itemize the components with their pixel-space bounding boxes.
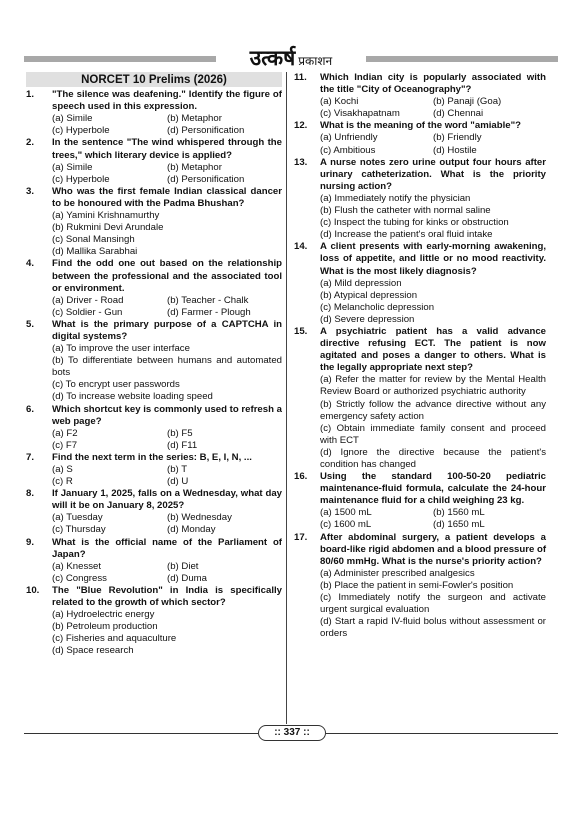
answer-option: (b) Wednesday [167, 512, 232, 524]
question-number: 13. [294, 156, 308, 168]
answer-option: (c) Obtain immediate family consent and proceed with ECT [320, 422, 546, 446]
answer-option: (c) Visakhapatnam [320, 108, 400, 120]
answer-option: (a) F2 [52, 427, 78, 439]
answer-option: (a) Immediately notify the physician [320, 192, 471, 204]
question-number: 2. [26, 137, 35, 149]
answer-option: (a) Mild depression [320, 277, 402, 289]
answer-option: (a) Yamini Krishnamurthy [52, 210, 160, 222]
question-item [26, 404, 282, 452]
answer-option: (d) Increase the patient's oral fluid intake [320, 229, 493, 241]
answer-option: (d) Space research [52, 645, 134, 657]
question-item [26, 137, 282, 185]
question-item [294, 241, 546, 326]
question-text: What is the meaning of the word "amiable"? [320, 120, 521, 132]
question-item [26, 258, 282, 318]
question-number: 10. [26, 584, 40, 596]
option-list [320, 278, 546, 326]
question-number: 7. [26, 451, 35, 463]
question-text: The "Blue Revolution" in India is specifically related to the growth of which sector? [52, 584, 282, 609]
option-list [320, 507, 546, 531]
question-number: 6. [26, 403, 35, 415]
answer-option: (b) T [167, 464, 188, 475]
answer-option: (a) Simile [52, 161, 93, 173]
header-rule-right [366, 56, 558, 62]
question-text: After abdominal surgery, a patient develops a board-like rigid abdomen and a blood pressure of 80/60 mmHg. What is the nurse's priority action? [320, 531, 547, 567]
question-text: Find the next term in the series: B, E, I, N, ... [52, 451, 252, 463]
question-text: A nurse notes zero urine output four hours after urinary catheterization. What is the priority nursing action? [320, 156, 546, 192]
option-list [52, 343, 282, 403]
question-text: What is the official name of the Parliament of Japan? [52, 536, 282, 560]
question-item [26, 452, 282, 488]
answer-option: (c) Hyperbole [52, 125, 110, 137]
answer-option: (d) Hostile [433, 144, 477, 156]
question-number: 11. [294, 72, 307, 83]
answer-option: (a) Hydroelectric energy [52, 609, 155, 621]
answer-option: (a) Kochi [320, 96, 359, 108]
question-number: 8. [26, 488, 35, 500]
answer-option: (c) To encrypt user passwords [52, 379, 180, 391]
answer-option: (d) Severe depression [320, 313, 415, 325]
answer-option: (d) Ignore the directive because the patient's condition has changed [320, 446, 546, 470]
question-number: 12. [294, 120, 308, 132]
answer-option: (b) Strictly follow the advance directive without any emergency safety action [320, 398, 546, 422]
question-item [26, 488, 282, 536]
question-item [294, 471, 546, 531]
answer-option: (c) Melancholic depression [320, 301, 435, 313]
question-text: Using the standard 100-50-20 pediatric maintenance-fluid formula, calculate the 24-hour maintenance fluid for a child weighing 23 kg. [320, 471, 546, 507]
question-number: 3. [26, 185, 35, 197]
answer-option: (d) U [167, 476, 189, 488]
answer-option: (a) Driver - Road [52, 294, 124, 306]
option-list [52, 162, 282, 186]
page-number: :: 337 :: [258, 725, 326, 741]
question-item [294, 326, 546, 471]
answer-option: (c) Congress [52, 572, 107, 584]
question-text: What is the primary purpose of a CAPTCHA in digital systems? [52, 318, 282, 342]
right-column [294, 72, 546, 640]
answer-option: (b) F5 [167, 427, 193, 439]
answer-option: (b) 1560 mL [433, 507, 485, 519]
footer-rule-left [24, 733, 258, 734]
exam-title: NORCET 10 Prelims (2026) [26, 72, 282, 87]
question-item [294, 532, 546, 641]
answer-option: (c) Immediately notify the surgeon and activate urgent surgical evaluation [320, 592, 546, 616]
publisher-logo [226, 44, 356, 72]
question-number: 14. [294, 241, 308, 253]
answer-option: (d) Monday [167, 524, 216, 536]
answer-option: (b) Teacher - Chalk [167, 294, 249, 306]
option-list [52, 609, 282, 657]
question-text: Which Indian city is popularly associated with the title "City of Oceanography"? [320, 72, 546, 96]
question-number: 9. [26, 536, 35, 548]
answer-option: (b) Atypical depression [320, 289, 418, 301]
answer-option: (c) 1600 mL [320, 519, 372, 531]
answer-option: (a) Unfriendly [320, 132, 378, 144]
answer-option: (d) Farmer - Plough [167, 306, 251, 318]
option-list [320, 132, 546, 156]
question-item [294, 157, 546, 242]
question-text: In the sentence "The wind whispered through the trees," which literary device is applied? [52, 137, 282, 161]
answer-option: (b) Rukmini Devi Arundale [52, 222, 164, 234]
question-number: 4. [26, 258, 35, 270]
answer-option: (a) Administer prescribed analgesics [320, 567, 475, 579]
answer-option: (b) Place the patient in semi-Fowler's position [320, 579, 514, 591]
brand-sub: प्रकाशन [298, 54, 333, 68]
answer-option: (a) S [52, 464, 73, 475]
answer-option: (d) F11 [167, 439, 198, 451]
option-list [320, 568, 546, 641]
answer-option: (b) Panaji (Goa) [433, 96, 502, 108]
question-text: Find the odd one out based on the relationship between the professional and the associated tool or environment. [52, 258, 282, 294]
answer-option: (c) Fisheries and aquaculture [52, 633, 177, 645]
option-list [52, 210, 282, 258]
answer-option: (d) 1650 mL [433, 519, 485, 531]
column-divider [286, 72, 287, 724]
answer-option: (b) Metaphor [167, 161, 222, 173]
option-list [52, 428, 282, 452]
brand-main: उत्कर्ष [249, 45, 296, 70]
answer-option: (c) R [52, 476, 73, 488]
question-number: 17. [294, 531, 308, 543]
answer-option: (d) Mallika Sarabhai [52, 246, 138, 258]
option-list [320, 374, 546, 471]
question-item [26, 319, 282, 404]
header-rule-left [24, 56, 216, 62]
page-header [24, 44, 558, 74]
answer-option: (b) Metaphor [167, 113, 222, 125]
answer-option: (d) Personification [167, 173, 245, 185]
answer-option: (c) F7 [52, 439, 78, 451]
answer-option: (d) To increase website loading speed [52, 391, 213, 403]
answer-option: (a) 1500 mL [320, 507, 372, 519]
answer-option: (b) Flush the catheter with normal saline [320, 205, 491, 217]
option-list [52, 512, 282, 536]
footer-rule-right [326, 733, 558, 734]
option-list [320, 193, 546, 241]
question-item [294, 72, 546, 120]
answer-option: (b) Petroleum production [52, 621, 158, 633]
answer-option: (a) Refer the matter for review by the Mental Health Review Board or authorized psychiatric authority [320, 374, 546, 398]
question-number: 15. [294, 325, 308, 337]
answer-option: (a) Knesset [52, 560, 102, 572]
left-question-list [26, 89, 282, 657]
option-list [52, 295, 282, 319]
question-number: 16. [294, 471, 308, 483]
option-list [320, 96, 546, 120]
question-number: 1. [26, 89, 35, 101]
left-column [26, 72, 282, 658]
question-item [26, 585, 282, 658]
question-item [26, 186, 282, 259]
option-list [52, 561, 282, 585]
answer-option: (b) Diet [167, 560, 199, 572]
answer-option: (d) Start a rapid IV-fluid bolus without assessment or orders [320, 616, 546, 640]
question-text: If January 1, 2025, falls on a Wednesday, what day will it be on January 8, 2025? [52, 488, 282, 512]
answer-option: (a) Tuesday [52, 512, 103, 524]
question-text: Who was the first female Indian classical dancer to be honoured with the Padma Bhushan? [52, 185, 282, 209]
option-list [52, 113, 282, 137]
answer-option: (c) Hyperbole [52, 173, 110, 185]
answer-option: (c) Sonal Mansingh [52, 234, 135, 246]
answer-option: (b) To differentiate between humans and automated bots [52, 355, 282, 379]
answer-option: (a) Simile [52, 113, 93, 125]
answer-option: (c) Thursday [52, 524, 106, 536]
answer-option: (c) Ambitious [320, 144, 376, 156]
answer-option: (a) To improve the user interface [52, 343, 190, 355]
question-item [26, 89, 282, 137]
question-number: 5. [26, 318, 35, 330]
question-text: "The silence was deafening." Identify the figure of speech used in this expression. [52, 89, 282, 113]
question-text: A psychiatric patient has a valid advance directive refusing ECT. The patient is now agitated and poses a danger to others. What is the legally appropriate next step? [320, 325, 546, 374]
answer-option: (d) Chennai [433, 108, 484, 120]
question-text: Which shortcut key is commonly used to refresh a web page? [52, 403, 282, 427]
option-list [52, 464, 282, 488]
answer-option: (c) Soldier - Gun [52, 306, 123, 318]
answer-option: (b) Friendly [433, 132, 482, 144]
answer-option: (c) Inspect the tubing for kinks or obstruction [320, 217, 509, 229]
right-question-list [294, 72, 546, 640]
answer-option: (d) Duma [167, 572, 207, 584]
answer-option: (d) Personification [167, 125, 245, 137]
question-item [26, 537, 282, 585]
question-item [294, 120, 546, 156]
question-text: A client presents with early-morning awakening, loss of appetite, and little or no mood reactivity. What is the most likely diagnosis? [320, 241, 546, 277]
